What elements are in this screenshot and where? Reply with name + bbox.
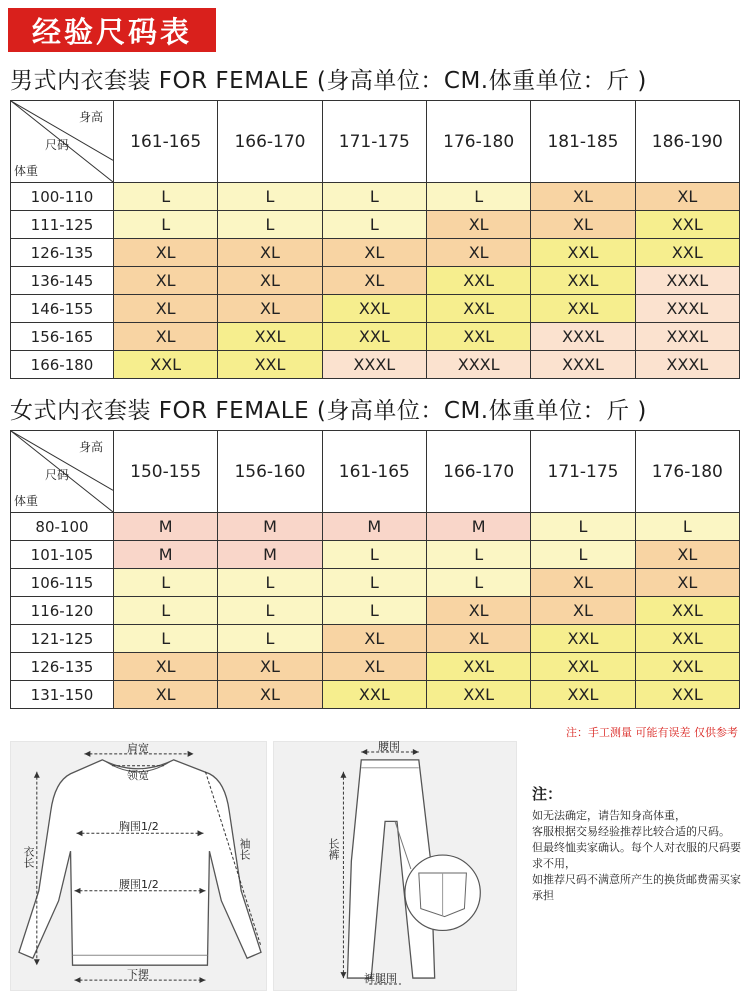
corner-label-height: 身高: [78, 440, 103, 454]
weight-cell: 166-180: [11, 351, 114, 379]
size-cell: XXXL: [531, 351, 635, 379]
label-waist: 腰围1/2: [119, 878, 159, 891]
height-column-header: 186-190: [635, 101, 739, 183]
height-column-header: 176-180: [426, 101, 530, 183]
size-cell: XL: [114, 295, 218, 323]
weight-cell: 131-150: [11, 681, 114, 709]
size-cell: XL: [322, 653, 426, 681]
size-cell: XL: [114, 323, 218, 351]
table-row: [11, 597, 740, 625]
label-sleeve-length: 袖长: [238, 838, 251, 860]
size-cell: XXXL: [635, 323, 739, 351]
size-cell: XXL: [322, 295, 426, 323]
size-cell: XL: [426, 597, 530, 625]
weight-cell: 106-115: [11, 569, 114, 597]
size-cell: XL: [531, 597, 635, 625]
label-garment-length: 衣长: [22, 846, 35, 868]
weight-cell: 116-120: [11, 597, 114, 625]
size-cell: XXL: [635, 653, 739, 681]
size-cell: L: [322, 541, 426, 569]
table-row: [11, 267, 740, 295]
label-leg-opening: 裤腿围: [364, 972, 397, 985]
size-cell: M: [426, 513, 530, 541]
size-cell: XL: [114, 681, 218, 709]
size-cell: XL: [218, 239, 322, 267]
size-cell: XL: [218, 653, 322, 681]
men-header-row: [11, 101, 740, 183]
height-column-header: 181-185: [531, 101, 635, 183]
size-cell: XXL: [114, 351, 218, 379]
shirt-measurement-diagram: [10, 741, 267, 991]
label-pants-length: 长裤: [327, 838, 340, 860]
women-header-row: [11, 431, 740, 513]
label-hem: 下摆: [127, 968, 149, 981]
weight-cell: 101-105: [11, 541, 114, 569]
weight-cell: 136-145: [11, 267, 114, 295]
size-cell: L: [635, 513, 739, 541]
label-shoulder-width: 肩宽: [127, 742, 149, 755]
size-cell: XXL: [218, 323, 322, 351]
table-row: [11, 569, 740, 597]
height-column-header: 166-170: [218, 101, 322, 183]
size-cell: XXL: [531, 267, 635, 295]
size-cell: XXL: [531, 625, 635, 653]
table-row: [11, 323, 740, 351]
size-cell: XXL: [218, 351, 322, 379]
corner-label-weight: 体重: [14, 164, 39, 178]
size-cell: XXL: [322, 323, 426, 351]
weight-cell: 126-135: [11, 653, 114, 681]
size-cell: XXL: [531, 295, 635, 323]
size-cell: L: [322, 569, 426, 597]
size-cell: L: [322, 211, 426, 239]
height-column-header: 150-155: [114, 431, 218, 513]
notes-title: 注：: [532, 785, 563, 803]
corner-cell: [11, 431, 114, 513]
notes-line: 如无法确定，请告知身高体重，: [532, 809, 686, 822]
table-row: [11, 541, 740, 569]
size-cell: XL: [635, 541, 739, 569]
size-cell: XL: [322, 625, 426, 653]
size-cell: L: [218, 569, 322, 597]
weight-cell: 146-155: [11, 295, 114, 323]
size-cell: XL: [531, 183, 635, 211]
size-cell: XL: [322, 239, 426, 267]
size-cell: L: [218, 597, 322, 625]
pants-measurement-diagram: [273, 741, 517, 991]
weight-cell: 100-110: [11, 183, 114, 211]
size-cell: L: [114, 183, 218, 211]
size-cell: M: [322, 513, 426, 541]
size-cell: XXXL: [635, 267, 739, 295]
corner-label-height: 身高: [78, 110, 103, 124]
corner-label-size: 尺码: [45, 468, 70, 482]
table-row: [11, 295, 740, 323]
size-cell: M: [114, 541, 218, 569]
size-cell: XXL: [531, 239, 635, 267]
table-row: [11, 183, 740, 211]
pants-illustration: [274, 742, 516, 990]
height-column-header: 166-170: [426, 431, 530, 513]
size-cell: L: [531, 541, 635, 569]
size-cell: L: [218, 625, 322, 653]
size-cell: M: [114, 513, 218, 541]
men-section-title: 男式内衣套装 FOR FEMALE (身高单位：CM.体重单位：斤 ): [10, 68, 647, 94]
size-cell: XXL: [635, 681, 739, 709]
size-cell: L: [114, 569, 218, 597]
size-cell: XL: [531, 211, 635, 239]
size-cell: XXXL: [426, 351, 530, 379]
size-cell: L: [218, 183, 322, 211]
weight-cell: 111-125: [11, 211, 114, 239]
notes-line: 如推荐尺码不满意所产生的换货邮费需买家承担: [532, 873, 741, 902]
table-row: [11, 681, 740, 709]
table-row: [11, 653, 740, 681]
size-cell: XXL: [635, 239, 739, 267]
height-column-header: 176-180: [635, 431, 739, 513]
size-cell: XL: [114, 267, 218, 295]
table-row: [11, 351, 740, 379]
height-column-header: 161-165: [322, 431, 426, 513]
size-cell: XXL: [635, 625, 739, 653]
size-cell: XL: [114, 239, 218, 267]
size-cell: XXL: [531, 653, 635, 681]
size-cell: XXXL: [531, 323, 635, 351]
size-cell: L: [426, 541, 530, 569]
size-cell: XL: [426, 239, 530, 267]
notes-line: 客服根据交易经验推荐比较合适的尺码。: [532, 825, 730, 838]
notes-block: [532, 783, 744, 904]
men-size-table: [10, 100, 740, 379]
size-cell: M: [218, 513, 322, 541]
size-cell: XXXL: [322, 351, 426, 379]
size-cell: L: [322, 183, 426, 211]
size-cell: XXL: [635, 597, 739, 625]
size-cell: XL: [218, 267, 322, 295]
size-cell: L: [426, 569, 530, 597]
height-column-header: 161-165: [114, 101, 218, 183]
notes-line: 但最终恤卖家确认。每个人对衣服的尺码要求不用，: [532, 841, 741, 870]
label-pants-waist: 腰围: [378, 740, 400, 753]
size-cell: XXXL: [635, 295, 739, 323]
size-cell: XL: [426, 211, 530, 239]
size-cell: XXXL: [635, 351, 739, 379]
size-cell: XXL: [531, 681, 635, 709]
size-cell: XXL: [426, 295, 530, 323]
size-cell: XL: [114, 653, 218, 681]
height-column-header: 156-160: [218, 431, 322, 513]
table-row: [11, 625, 740, 653]
size-cell: L: [426, 183, 530, 211]
size-cell: XL: [635, 183, 739, 211]
size-cell: L: [114, 625, 218, 653]
size-cell: XXL: [322, 681, 426, 709]
height-column-header: 171-175: [531, 431, 635, 513]
size-cell: XL: [635, 569, 739, 597]
table-row: [11, 239, 740, 267]
women-size-table: [10, 430, 740, 709]
size-cell: L: [322, 597, 426, 625]
height-column-header: 171-175: [322, 101, 426, 183]
size-cell: XXL: [426, 323, 530, 351]
corner-cell: [11, 101, 114, 183]
size-cell: XXL: [426, 681, 530, 709]
weight-cell: 126-135: [11, 239, 114, 267]
table-row: [11, 513, 740, 541]
table-row: [11, 211, 740, 239]
size-cell: XL: [218, 295, 322, 323]
size-cell: XXL: [426, 653, 530, 681]
women-section-title: 女式内衣套装 FOR FEMALE (身高单位：CM.体重单位：斤 ): [10, 398, 647, 424]
weight-cell: 80-100: [11, 513, 114, 541]
size-cell: XXL: [426, 267, 530, 295]
size-cell: L: [218, 211, 322, 239]
weight-cell: 156-165: [11, 323, 114, 351]
size-cell: XL: [218, 681, 322, 709]
size-cell: M: [218, 541, 322, 569]
corner-label-size: 尺码: [45, 138, 70, 152]
page-title-badge: 经验尺码表: [8, 8, 216, 52]
size-cell: L: [114, 211, 218, 239]
size-cell: XXL: [635, 211, 739, 239]
weight-cell: 121-125: [11, 625, 114, 653]
corner-label-weight: 体重: [14, 494, 39, 508]
size-cell: L: [114, 597, 218, 625]
size-cell: XL: [531, 569, 635, 597]
size-cell: XL: [426, 625, 530, 653]
size-cell: XL: [322, 267, 426, 295]
label-collar-width: 领宽: [127, 769, 149, 782]
size-cell: L: [531, 513, 635, 541]
measurement-disclaimer: 注：手工测量 可能有误差 仅供参考: [566, 726, 738, 739]
label-chest: 胸围1/2: [119, 820, 159, 833]
